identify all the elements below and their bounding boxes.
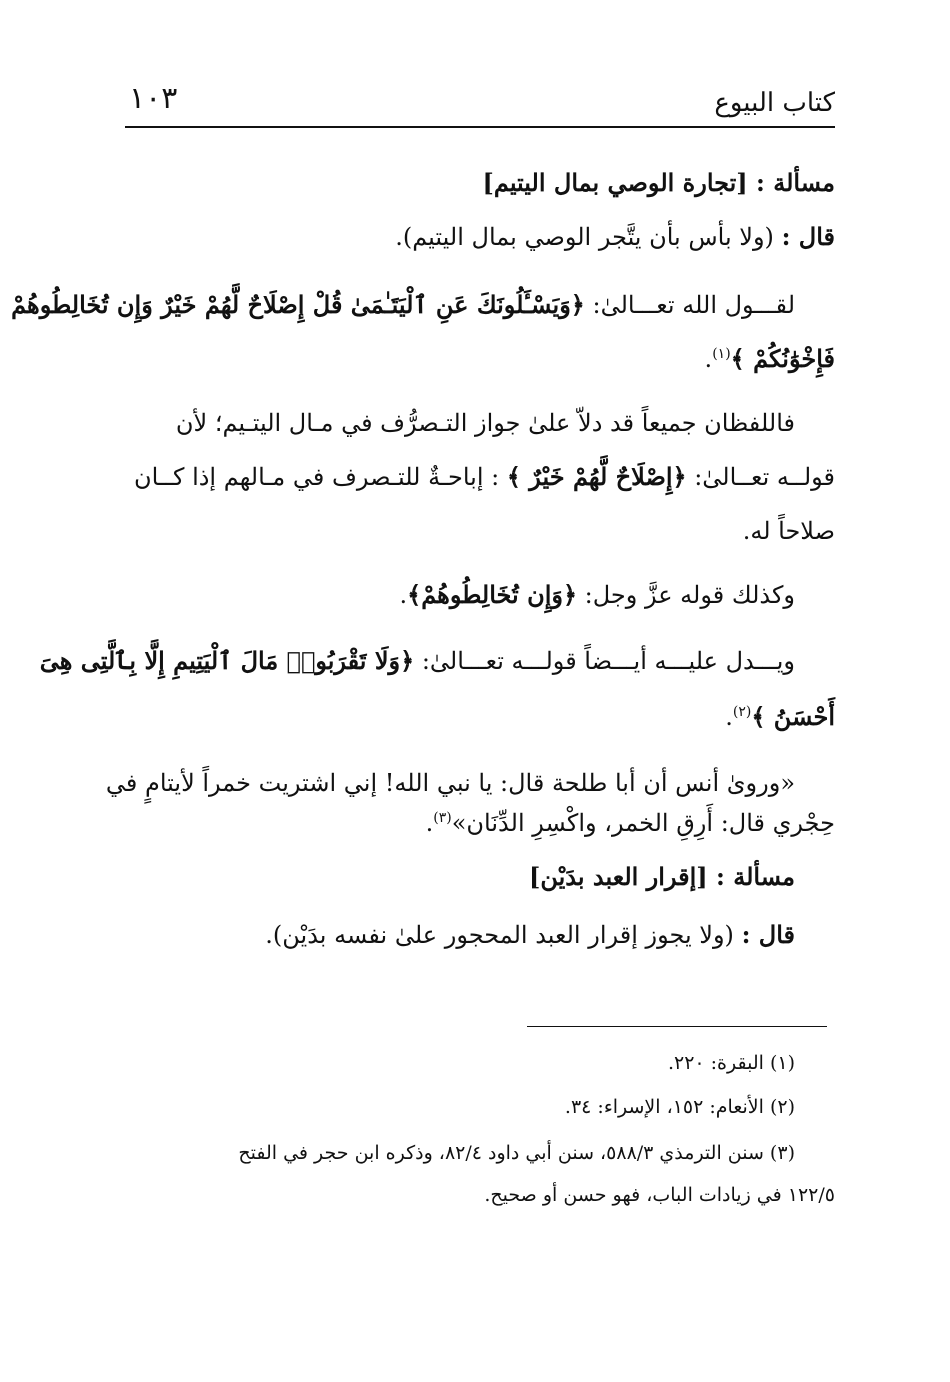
para2-text1: فاللفظان جميعاً قد دلاّ علىٰ جواز التـصرُّف في مـال اليتـيم؛ لأن xyxy=(175,409,795,437)
para5-end: . xyxy=(425,809,434,837)
page-number: ١٠٣ xyxy=(129,81,178,116)
para1-line1 xyxy=(11,290,835,320)
para3-end: . xyxy=(399,581,408,609)
footnote-ref-2: (٢) xyxy=(732,704,752,720)
para5-text1: «وروىٰ أنس أن أبا طلحة قال: يا نبي الله! إني اشتريت خمراً لأيتامٍ في xyxy=(105,769,795,797)
para5-line1 xyxy=(105,768,835,798)
para3-start: وكذلك قوله عزَّ وجل: xyxy=(584,581,795,609)
quran-verse-220: ﴿وَيَسْـَٔلُونَكَ عَنِ ٱلْيَتَـٰمَىٰ قُلْ إِصْلَاحٌ لَّهُمْ خَيْرٌ وَإِن تُخَالِطُوهُمْ xyxy=(11,290,585,319)
para1-intro: لقـــول الله تعـــالىٰ: xyxy=(592,291,795,319)
heading-title: [تجارة الوصي بمال اليتيم] xyxy=(482,168,748,197)
para3 xyxy=(123,580,835,610)
para4-start: ويـــدل عليـــه أيـــضاً قولـــه تعـــالىٰ: xyxy=(421,647,795,675)
para2-line2 xyxy=(123,462,835,492)
footnote-1 xyxy=(123,1050,835,1076)
footnote-2-text: (٢) الأنعام: ١٥٢، الإسراء: ٣٤. xyxy=(564,1096,795,1118)
footnote-3-cont-text: ١٢٢/٥ في زيادات الباب، فهو حسن أو صحيح. xyxy=(484,1184,835,1206)
para2-line3 xyxy=(123,516,835,546)
para4-line2 xyxy=(123,702,835,732)
footnote-3-text: (٣) سنن الترمذي ٥٨٨/٣، سنن أبي داود ٨٢/٤، وذكره ابن حجر في الفتح xyxy=(238,1142,795,1164)
qal-statement-trade xyxy=(123,222,835,252)
qal2-label: قال : xyxy=(741,920,795,949)
running-title: كتاب البيوع xyxy=(714,88,835,118)
footnote-ref-3: (٣) xyxy=(433,810,452,826)
footnote-3-cont xyxy=(123,1182,835,1208)
para5-text2: حِجْري قال: أَرِقِ الخمر، واكْسِرِ الدِّنَان» xyxy=(451,809,835,837)
footnote-3 xyxy=(123,1140,835,1166)
qal-text: (ولا بأس بأن يتَّجر الوصي بمال اليتيم). xyxy=(395,223,774,251)
para4-line1 xyxy=(39,646,835,676)
heading-label: مسألة : xyxy=(756,168,835,197)
quran-verse-anam: ﴿وَلَا تَقْرَبُوا۟ مَالَ ٱلْيَتِيمِ إِلَّا بِٱلَّتِى هِىَ xyxy=(39,646,415,675)
para1-line2 xyxy=(123,344,835,374)
quran-verse-anam-end: أَحْسَنُ ﴾ xyxy=(751,702,835,731)
page-header xyxy=(125,72,835,128)
para2-line1 xyxy=(123,408,835,438)
para5-line2 xyxy=(123,808,835,838)
heading2-label: مسألة : xyxy=(716,862,795,891)
qal-label: قال : xyxy=(781,222,835,251)
qal2-text: (ولا يجوز إقرار العبد المحجور علىٰ نفسه بدَيْن). xyxy=(265,921,734,949)
section-heading-trade xyxy=(123,168,835,198)
para2-end: : إباحـةٌ للتـصرف في مـالهم إذا كــان xyxy=(134,463,500,491)
footnote-1-text: (١) البقرة: ٢٢٠. xyxy=(667,1052,795,1074)
quran-tukhalituhum: ﴿وَإِن تُخَالِطُوهُمْ﴾ xyxy=(407,580,578,609)
footnote-divider xyxy=(527,1026,827,1027)
quran-verse-220-end: فَإِخْوَٰنُكُمْ ﴾ xyxy=(730,344,835,373)
footnote-ref-1: (١) xyxy=(712,346,731,362)
section-heading-confession xyxy=(123,862,835,892)
para2-start: قولــه تعــالىٰ: xyxy=(694,463,835,491)
para2-text3: صلاحاً له. xyxy=(742,517,835,545)
heading2-title: [إقرار العبد بدَيْن] xyxy=(528,862,708,891)
quran-islah: ﴿إِصْلَاحٌ لَّهُمْ خَيْرٌ ﴾ xyxy=(506,462,687,491)
para1-end: . xyxy=(704,345,713,373)
para4-end: . xyxy=(725,703,733,731)
qal-statement-confession xyxy=(123,920,835,950)
footnote-2 xyxy=(123,1094,835,1120)
